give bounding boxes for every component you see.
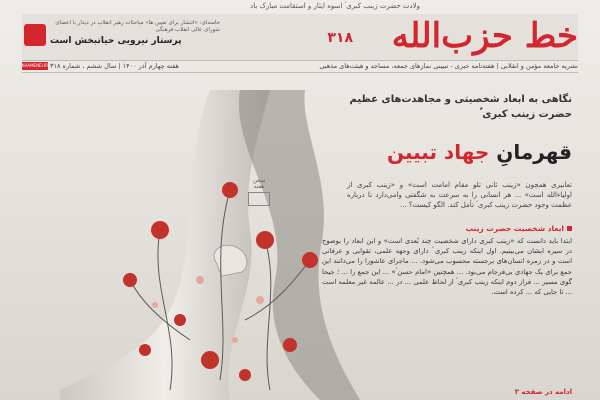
continued-link[interactable]: ادامه در صفحه ۳ [514, 388, 572, 396]
brand-tag: KHAMENEI.IR [21, 63, 48, 68]
article-kicker: نگاهی به ابعاد شخصیتی و مجاهدت‌های عظیم حضرت زینب کبری ؑ [349, 94, 572, 120]
badge-label: سخن هفته [252, 178, 266, 190]
title-prefix: قهرمانِ [496, 140, 572, 164]
subline-bar [22, 60, 578, 73]
promo-subtitle: خامنه‌ای: «انتشار برای تعیین ها» مباحثات رهبر انقلاب در دیدار با اعضای شورای عالی انقلاب فرهنگی [55, 20, 220, 33]
weekly-note-badge [248, 178, 270, 212]
title-accent: جهاد تبیین [386, 140, 490, 164]
topbar-banner: ولادت حضرت زینب کبری ؑ اسوه ایثار و استقامت مبارک باد [250, 2, 420, 10]
badge-icon [248, 192, 270, 206]
article-body: ابتدا باید دانست که «زینب کبری دارای شخصیت چند بُعدی است» و این ابعاد را بوضوح در سیره ایشان می‌بینیم. اول اینکه زینب کبری ؑ دارای وجهه علمی، تقوایی و عرفانی است و در زمره انسان‌های برجسته محسوب می‌شود. ... ماجرای عاشورا را می‌دانند این جمع برای یک جهادی بی‌فرجام می‌بود. ... همچنین «امام حسن ؑ» ... این جمع را ... ؛ جیحا گوی مسیر ... فراز دوم اینکه زینب کبری ؑ از لحاظ علمی ... در ... عالمه غیر معلمه است ... تا جایی که ... ‌کرده است. [322, 237, 572, 297]
issue-number: ۳۱۸ [327, 30, 353, 46]
promo-thumbnail [24, 24, 46, 46]
promo-box[interactable] [22, 16, 222, 56]
article-title[interactable] [332, 140, 572, 164]
issue-date: هفته چهارم آذر ۱۴۰۰ | سال ششم ، شماره ۳۱۸ [50, 62, 179, 70]
section-heading: ابعاد شخصیت حضرت زینب [466, 224, 572, 233]
publication-description: نشریه جامعه مؤمن و انقلابی | هفته‌نامه خبری - تبیینی نمازهای جمعه، مساجد و هیئت‌های مذهبی [319, 62, 578, 70]
publication-logo: خط حزب‌الله [391, 16, 578, 56]
masthead [22, 14, 578, 60]
promo-title: پرستار نیرویی حیاتبخش است [50, 36, 182, 46]
article-intro: تعابیری همچون «زینب ثانی‌ تلو مقام امامت است» و «زینب کبری از اولیاءالله است» ... هر انسانی را به سرعت به شگفتی وامی‌دارد تا درباره عظمت وجود حضرت زینب کبری ؑ تأمل کند. الگو کیست؟ ... [347, 181, 572, 209]
